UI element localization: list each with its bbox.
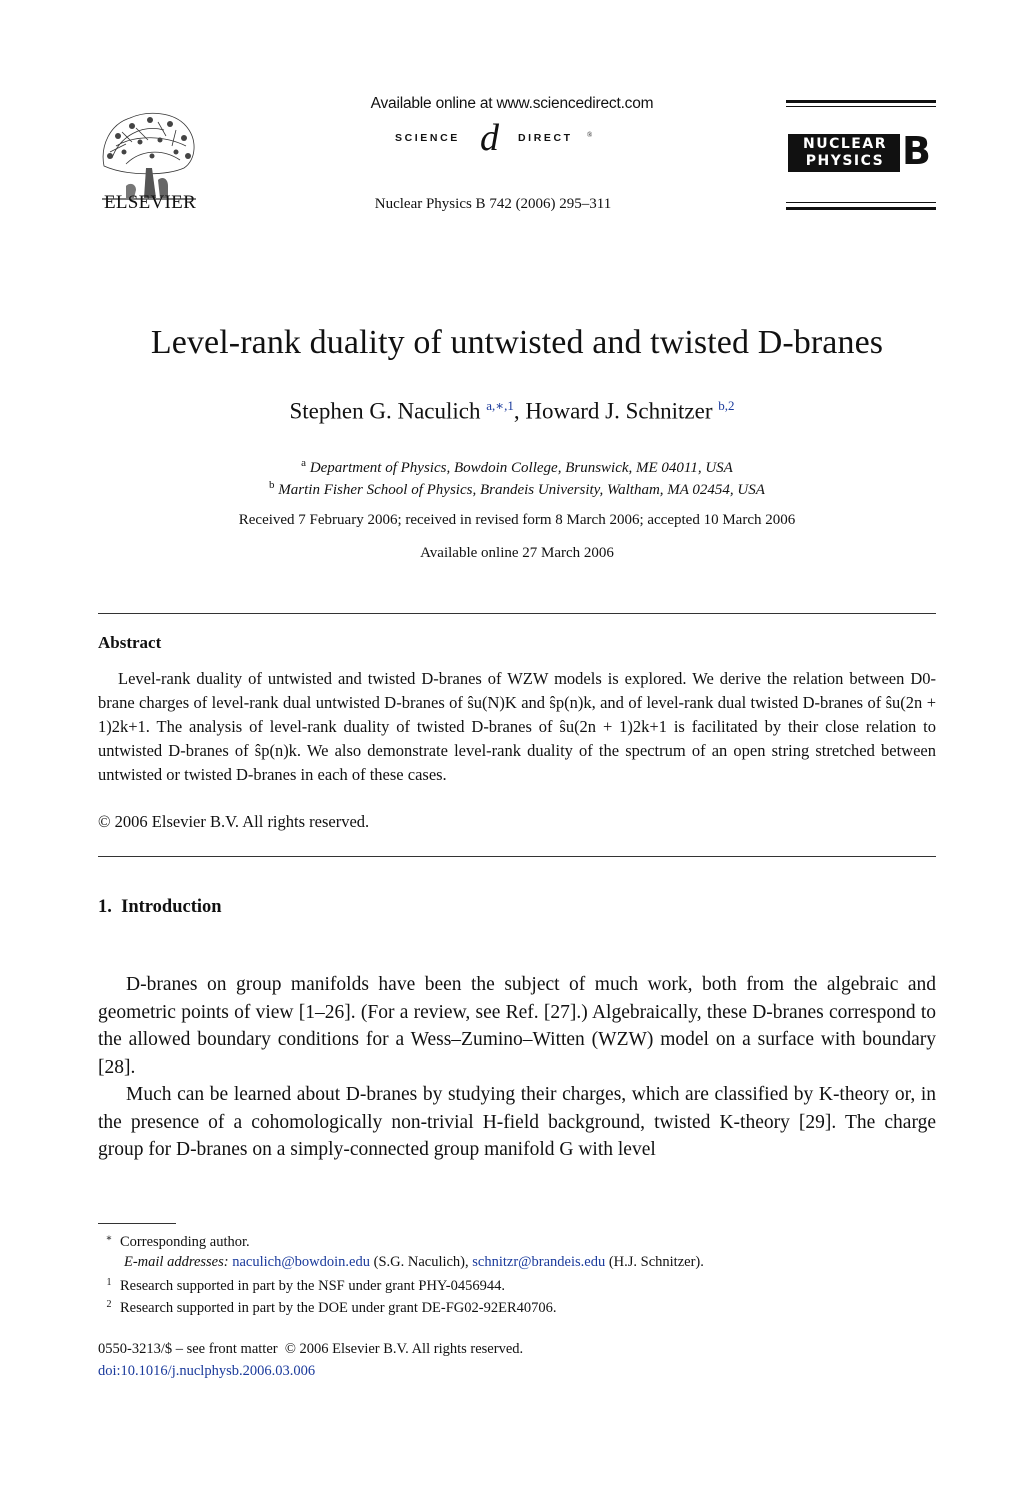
publisher-name: ELSEVIER xyxy=(103,192,197,213)
sd-left-text: SCIENCE xyxy=(395,132,460,144)
author-name: Howard J. Schnitzer xyxy=(525,398,713,424)
divider xyxy=(98,856,936,857)
footnote-text: Research supported in part by the DOE under grant DE-FG02-92ER40706. xyxy=(120,1300,557,1316)
abstract-heading: Abstract xyxy=(98,633,162,652)
doi-link[interactable]: doi:10.1016/j.nuclphysb.2006.03.006 xyxy=(98,1363,316,1379)
available-online-text: Available online at www.sciencedirect.com xyxy=(370,95,654,112)
paper-title: Level-rank duality of untwisted and twisted D-branes xyxy=(150,324,884,361)
footnote-emails xyxy=(124,1254,704,1271)
sd-right-text: DIRECT xyxy=(518,132,573,144)
footnote-mark: 1 xyxy=(106,1277,112,1288)
email-owner: (H.J. Schnitzer). xyxy=(608,1254,704,1270)
footnote-mark: 2 xyxy=(106,1299,112,1310)
footnote-text: Corresponding author. xyxy=(120,1234,250,1250)
author-name: Stephen G. Naculich xyxy=(289,398,481,424)
affiliation-mark: b xyxy=(269,479,275,491)
affiliation xyxy=(0,479,1024,499)
email-owner: (S.G. Naculich), xyxy=(373,1254,469,1270)
journal-citation: Nuclear Physics B 742 (2006) 295–311 xyxy=(374,196,612,212)
front-matter-line: 0550-3213/$ – see front matter © 2006 Elsevier B.V. All rights reserved. xyxy=(98,1341,524,1357)
footnote-divider xyxy=(98,1223,176,1224)
sd-mark-icon: d xyxy=(480,117,499,159)
paragraph: Much can be learned about D-branes by studying their charges, which are classified by K-theory or, in the presence of a cohomologically non-trivial H-field background, twisted K-theory [29]. The charge group for D-branes on a simply-connected group manifold G with level xyxy=(98,1084,936,1160)
author-affiliation-marks[interactable]: a,∗,1 xyxy=(486,398,514,413)
footnote-1 xyxy=(98,1277,505,1295)
affiliation xyxy=(0,457,1024,477)
available-date: Available online 27 March 2006 xyxy=(420,545,614,561)
footnote-2 xyxy=(98,1299,557,1317)
footnote-corresponding xyxy=(98,1233,250,1251)
nuclear-physics-b-logo xyxy=(786,96,938,216)
npb-logo-top: NUCLEAR xyxy=(803,136,887,152)
affiliation-mark: a xyxy=(301,457,307,469)
email-link[interactable]: schnitzr@brandeis.edu xyxy=(472,1254,606,1270)
npb-logo-bottom: PHYSICS xyxy=(805,153,885,169)
author-affiliation-marks[interactable]: b,2 xyxy=(718,398,735,413)
author-list: Stephen G. Naculich $^{a,∗,1}$, Howard J. Schnitzer $^{b,2}$ xyxy=(289,398,735,424)
abstract-body xyxy=(98,667,936,787)
paragraph: D-branes on group manifolds have been the subject of much work, both from the algebraic and geometric points of view [1–26]. (For a review, see Ref. [27].) Algebraically, these D-branes correspond to the allowed boundary conditions for a Wess–Zumino–Witten (WZW) model on a surface with boundary [28]. xyxy=(98,974,936,1078)
abstract-text: Level-rank duality of untwisted and twisted D-branes of WZW models is explored. We derive the relation between D0-brane charges of level-rank dual untwisted D-branes of ŝu(N)K and ŝp(n)k, and of level-rank dual twisted D-branes of ŝu(2n + 1)2k+1. The analysis of level-rank duality of twisted D-branes of ŝu(2n + 1)2k+1 is facilitated by their close relation to untwisted D-branes of ŝp(n)k. We also demonstrate level-rank duality of the spectrum of an open string stretched between untwisted or twisted D-branes in each of these cases. xyxy=(98,669,936,784)
sd-registered-mark: ® xyxy=(587,131,593,139)
sciencedirect-logo xyxy=(390,117,600,162)
email-link[interactable]: naculich@bowdoin.edu xyxy=(232,1254,370,1270)
npb-logo-letter: B xyxy=(902,129,931,173)
section-body xyxy=(98,971,936,1164)
email-label: E-mail addresses: xyxy=(124,1254,229,1270)
abstract-copyright: © 2006 Elsevier B.V. All rights reserved. xyxy=(98,812,370,831)
divider xyxy=(98,613,936,614)
footnote-text: Research supported in part by the NSF under grant PHY-0456944. xyxy=(120,1278,505,1294)
affiliation-text: Department of Physics, Bowdoin College, Brunswick, ME 04011, USA xyxy=(309,460,733,476)
affiliation-text: Martin Fisher School of Physics, Brandeis University, Waltham, MA 02454, USA xyxy=(278,482,765,498)
received-dates: Received 7 February 2006; received in revised form 8 March 2006; accepted 10 March 2006 xyxy=(238,512,796,528)
footnote-mark: ∗ xyxy=(105,1233,113,1244)
section-heading: 1. Introduction xyxy=(98,897,222,917)
